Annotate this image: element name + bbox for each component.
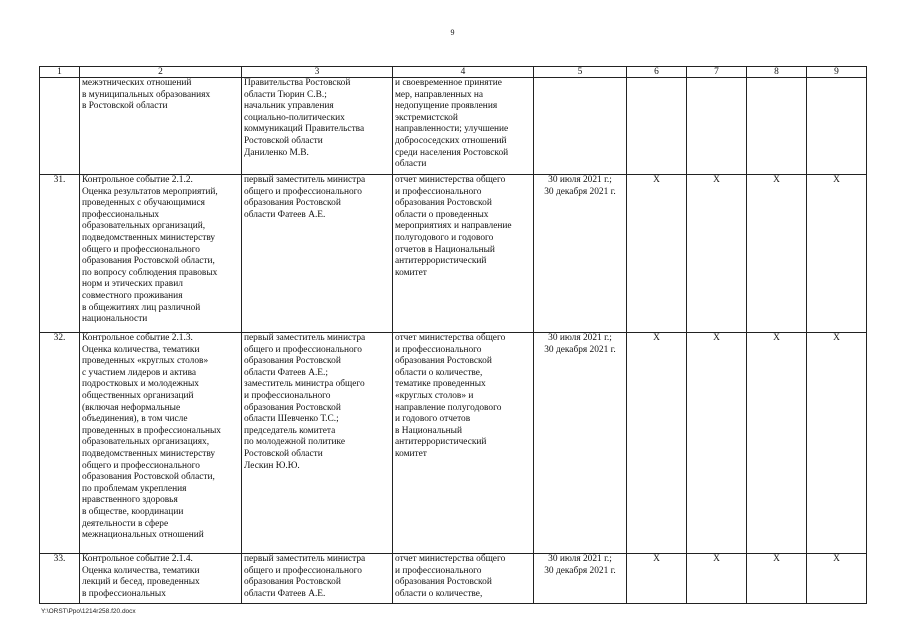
mark-cell: X bbox=[807, 175, 867, 333]
responsible-cell: первый заместитель министра общего и профессионального образования Ростовской области Фатеев А.Е.; заместитель министра общего и профессионального образования Ростовской области Шевченко Т.С.; председатель комитета по молодежной политике Ростовской области Лескин Ю.Ю. bbox=[242, 333, 393, 554]
mark-cell bbox=[747, 78, 807, 175]
result-cell: и своевременное принятие мер, направленных на недопущение проявления экстремистской направленности; улучшение добрососедских отношений среди населения Ростовской области bbox=[393, 78, 534, 175]
responsible-cell: первый заместитель министра общего и профессионального образования Ростовской области Фатеев А.Е. bbox=[242, 554, 393, 604]
result-cell: отчет министерства общего и профессионального образования Ростовской области о количестве, тематике проведенных «круглых столов» и направление полугодового и годового отчетов в Национальный антитеррористический комитет bbox=[393, 333, 534, 554]
header-cell: 4 bbox=[393, 67, 534, 78]
header-cell: 6 bbox=[627, 67, 687, 78]
responsible-cell: первый заместитель министра общего и профессионального образования Ростовской области Фатеев А.Е. bbox=[242, 175, 393, 333]
header-cell: 9 bbox=[807, 67, 867, 78]
event-cell: Контрольное событие 2.1.3. Оценка количества, тематики проведенных «круглых столов» с участием лидеров и актива подростковых и молодежных общественных организаций (включая неформальные объединения), в том числе проведенных в профессиональных образовательных организациях, подведомственных министерству общего и профессионального образования Ростовской области, по проблемам укрепления нравственного здоровья в обществе, координации деятельности в сфере межнациональных отношений bbox=[80, 333, 242, 554]
mark-cell: X bbox=[627, 554, 687, 604]
mark-cell: X bbox=[687, 554, 747, 604]
event-cell: межэтнических отношений в муниципальных образованиях в Ростовской области bbox=[80, 78, 242, 175]
mark-cell bbox=[807, 78, 867, 175]
row-number: 31. bbox=[40, 175, 80, 333]
event-cell: Контрольное событие 2.1.4. Оценка количества, тематики лекций и бесед, проведенных в профессиональных bbox=[80, 554, 242, 604]
table-row bbox=[40, 554, 867, 604]
row-number bbox=[40, 78, 80, 175]
header-cell: 7 bbox=[687, 67, 747, 78]
header-cell: 2 bbox=[80, 67, 242, 78]
row-number: 33. bbox=[40, 554, 80, 604]
header-cell: 3 bbox=[242, 67, 393, 78]
date-cell bbox=[534, 78, 627, 175]
column-number-header bbox=[40, 67, 867, 78]
header-cell: 1 bbox=[40, 67, 80, 78]
page-number: 9 bbox=[450, 28, 455, 37]
date-cell: 30 июля 2021 г.; 30 декабря 2021 г. bbox=[534, 175, 627, 333]
header-cell: 8 bbox=[747, 67, 807, 78]
mark-cell: X bbox=[627, 175, 687, 333]
mark-cell: X bbox=[807, 554, 867, 604]
row-number: 32. bbox=[40, 333, 80, 554]
responsible-cell: Правительства Ростовской области Тюрин С.В.; начальник управления социально-политических коммуникаций Правительства Ростовской области Даниленко М.В. bbox=[242, 78, 393, 175]
file-path-footer: Y:\ORST\Ppo\1214r258.f20.docx bbox=[41, 608, 136, 615]
mark-cell bbox=[627, 78, 687, 175]
table-row bbox=[40, 78, 867, 175]
result-cell: отчет министерства общего и профессионального образования Ростовской области о проведенных мероприятиях и направление полугодового и годового отчетов в Национальный антитеррористический комитет bbox=[393, 175, 534, 333]
mark-cell: X bbox=[747, 175, 807, 333]
event-cell: Контрольное событие 2.1.2. Оценка результатов мероприятий, проведенных с обучающимися профессиональных образовательных организаций, подведомственных министерству общего и профессионального образования Ростовской области, по вопросу соблюдения правовых норм и этических правил совместного проживания в общежитиях лиц различной национальности bbox=[80, 175, 242, 333]
mark-cell bbox=[687, 78, 747, 175]
mark-cell: X bbox=[627, 333, 687, 554]
mark-cell: X bbox=[687, 175, 747, 333]
table-row bbox=[40, 175, 867, 333]
mark-cell: X bbox=[687, 333, 747, 554]
header-cell: 5 bbox=[534, 67, 627, 78]
mark-cell: X bbox=[747, 554, 807, 604]
date-cell: 30 июля 2021 г.; 30 декабря 2021 г. bbox=[534, 554, 627, 604]
table-row bbox=[40, 333, 867, 554]
date-cell: 30 июля 2021 г.; 30 декабря 2021 г. bbox=[534, 333, 627, 554]
result-cell: отчет министерства общего и профессионального образования Ростовской области о количестве, bbox=[393, 554, 534, 604]
mark-cell: X bbox=[807, 333, 867, 554]
mark-cell: X bbox=[747, 333, 807, 554]
plan-table bbox=[39, 66, 867, 604]
